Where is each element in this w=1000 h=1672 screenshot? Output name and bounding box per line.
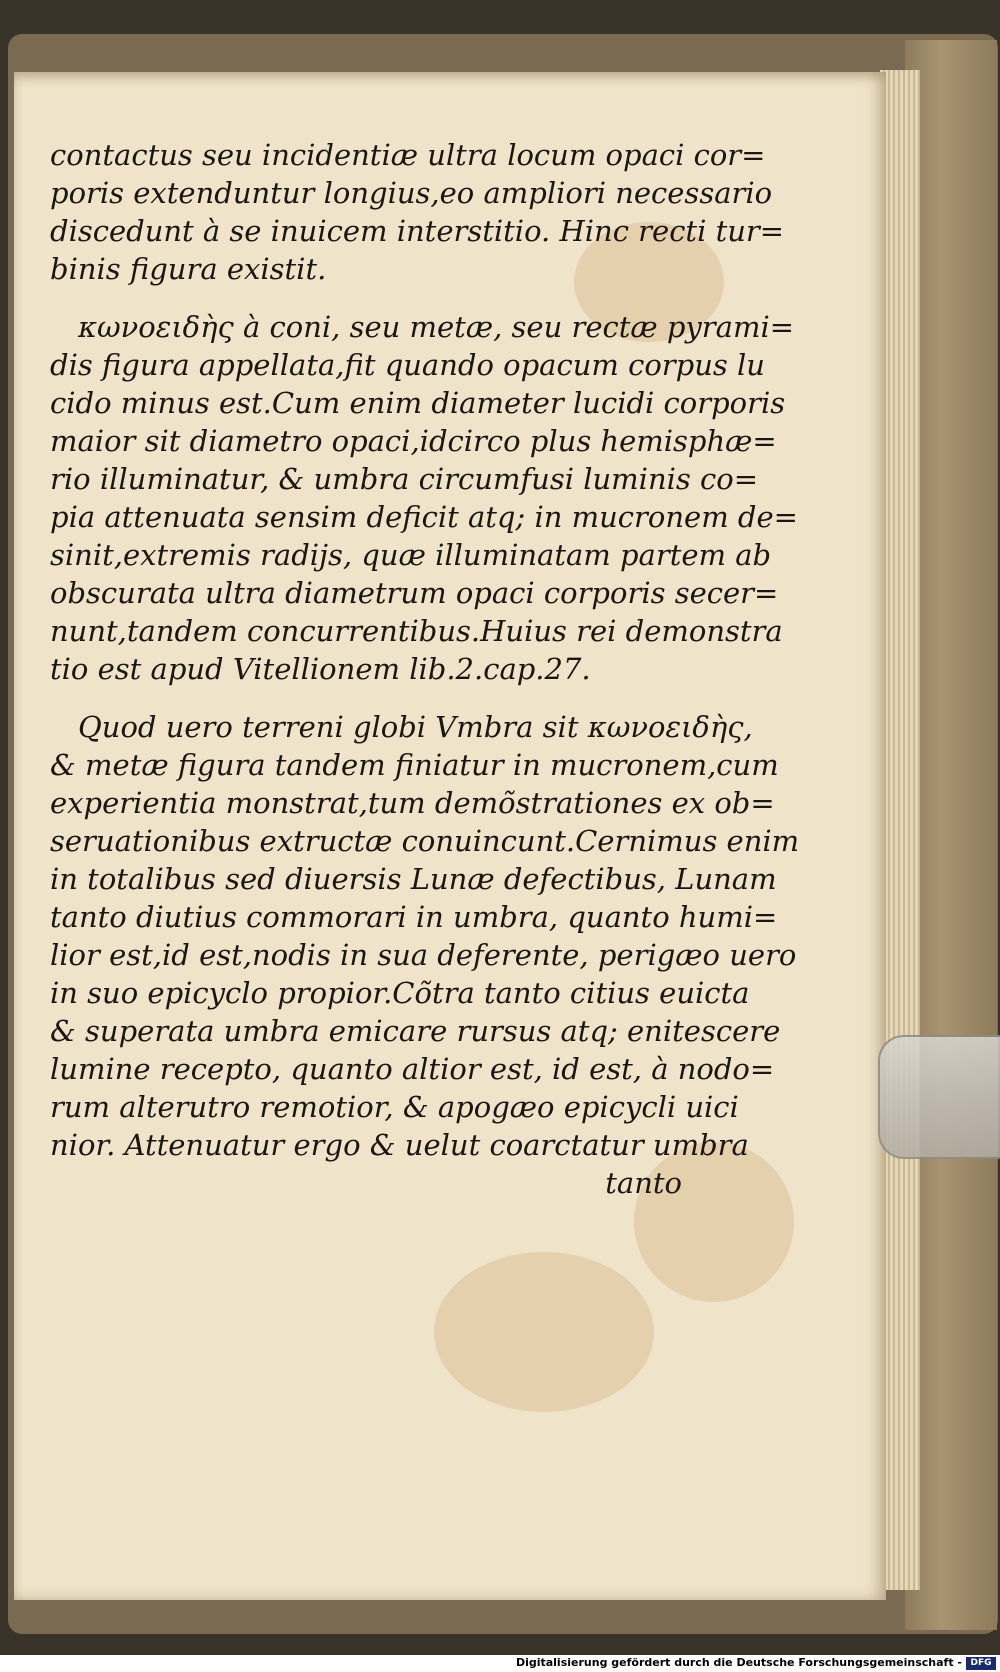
text-line: tanto diutius commorari in umbra, quanto humi= [50,900,778,934]
footer-bar [0,1655,1000,1672]
text-line: in suo epicyclo propior.Cõtra tanto citius euicta [50,976,750,1010]
text-line: nunt,tandem concurrentibus.Huius rei demonstra [50,614,783,648]
text-line: & superata umbra emicare rursus atq; enitescere [50,1014,781,1048]
dfg-logo: DFG [966,1657,996,1670]
text-line: Quod uero terreni globi Vmbra sit κωνοειδὴς, [78,710,753,744]
page-edges [880,70,920,1590]
text-line: contactus seu incidentiæ ultra locum opaci cor= [50,138,766,172]
paragraph-3 [50,708,800,1202]
text-line: & metæ figura tandem finiatur in mucronem,cum [50,748,779,782]
paragraph-1 [50,136,785,288]
text-line: rum alterutro remotior, & apogæo epicycli uici [50,1090,739,1124]
text-line: seruationibus extructæ conuincunt.Cernimus enim [50,824,800,858]
text-line: discedunt à se inuicem interstitio. Hinc recti tur= [50,214,785,248]
text-line: rio illuminatur, & umbra circumfusi luminis co= [50,462,759,496]
text-line: cido minus est.Cum enim diameter lucidi corporis [50,386,786,420]
footer-credit: Digitalisierung gefördert durch die Deutsche Forschungsgemeinschaft - [515,1656,962,1669]
text-line: tio est apud Vitellionem lib.2.cap.27. [50,652,591,686]
text-line: pia attenuata sensim deficit atq; in mucronem de= [50,500,798,534]
paragraph-gap [50,688,690,708]
text-line: in totalibus sed diuersis Lunæ defectibus, Lunam [50,862,777,896]
text-line: poris extenduntur longius,eo ampliori necessario [50,176,773,210]
catchword: tanto [605,1166,682,1200]
text-line: sinit,extremis radijs, quæ illuminatam partem ab [50,538,772,572]
text-line: obscurata ultra diametrum opaci corporis secer= [50,576,779,610]
paragraph-2 [50,308,798,688]
page-clip [878,1035,1000,1159]
text-line: maior sit diametro opaci,idcirco plus hemisphæ= [50,424,777,458]
text-line: lior est,id est,nodis in sua deferente, perigæo uero [50,938,797,972]
text-line: nior. Attenuatur ergo & uelut coarctatur umbra [50,1128,749,1162]
text-line: dis figura appellata,fit quando opacum corpus lu [50,348,765,382]
page-text [50,136,800,1202]
text-line: κωνοειδὴς à coni, seu metæ, seu rectæ pyrami= [78,310,795,344]
text-line: binis figura existit. [50,252,327,286]
water-stain [434,1252,654,1412]
paragraph-gap [50,288,690,308]
text-line: lumine recepto, quanto altior est, id est, à nodo= [50,1052,775,1086]
text-line: experientia monstrat,tum demõstrationes ex ob= [50,786,775,820]
